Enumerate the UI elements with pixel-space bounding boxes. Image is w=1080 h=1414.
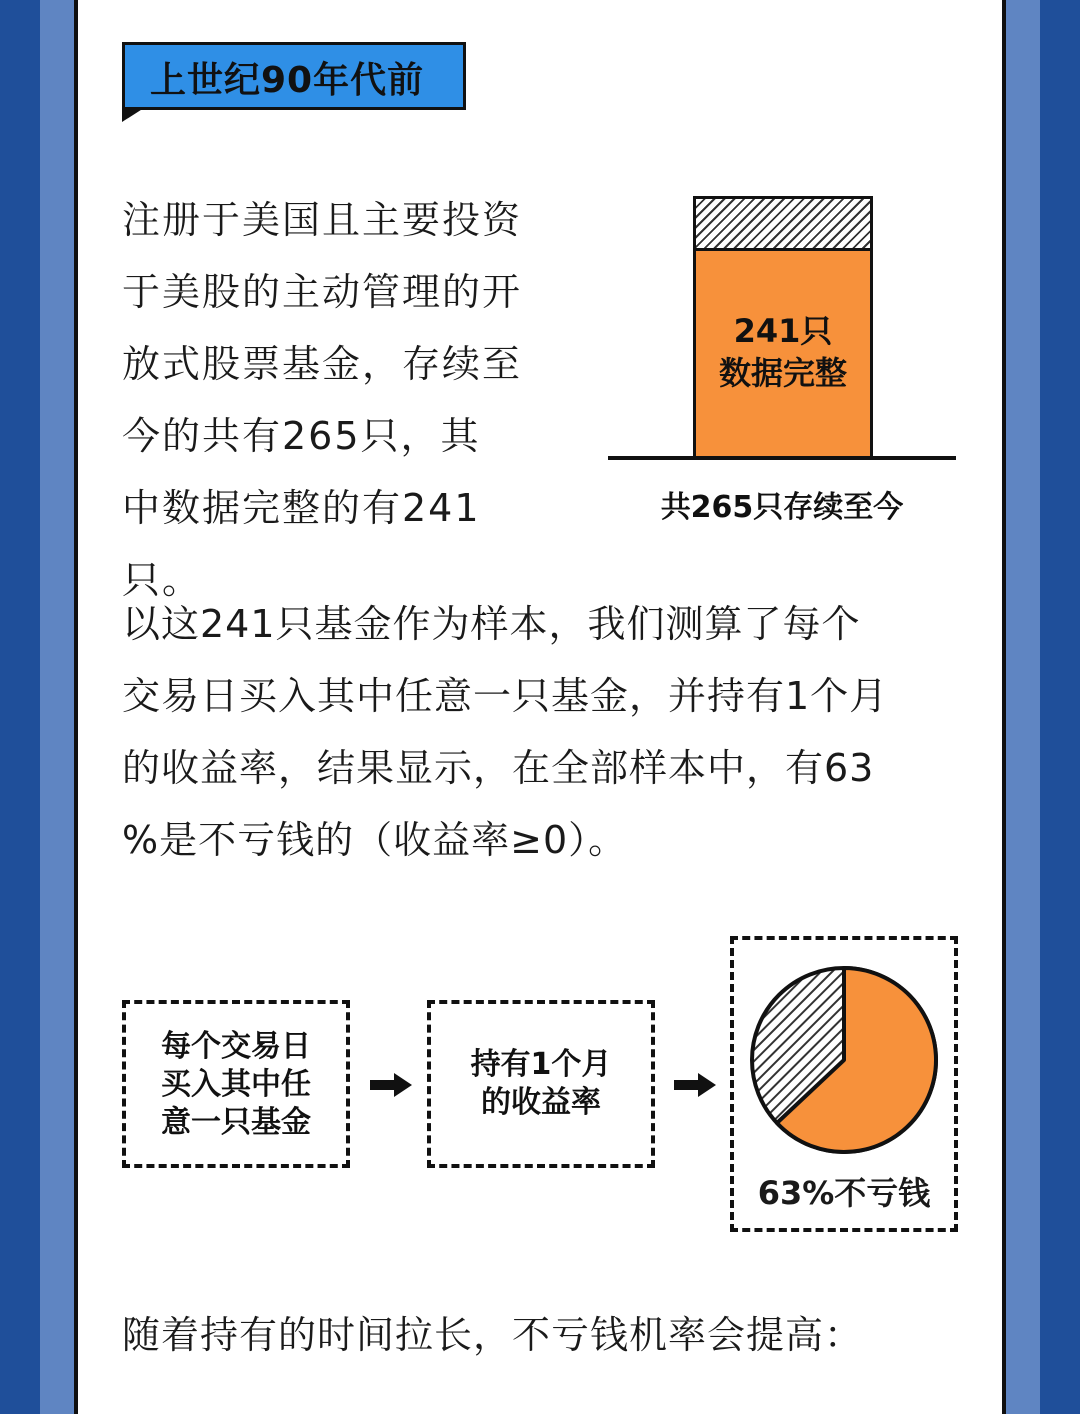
closing-text: 随着持有的时间拉长，不亏钱机率会提高： [122, 1313, 864, 1357]
body-line-4: %是不亏钱的（收益率≥0）。 [122, 818, 628, 862]
intro-text: 注册于美国且主要投资 于美股的主动管理的开 放式股票基金，存续至 今的共有265只，其 中数据完整的有241 只。 [122, 198, 523, 602]
pie-caption: 63%不亏钱 [757, 1174, 931, 1212]
bar-label-desc: 数据完整 [718, 354, 847, 392]
section-tag-text: 上世纪90年代前 [150, 60, 425, 101]
flow-step-hold-line: 的收益率 [481, 1085, 601, 1120]
flow-step-buy-line: 意一只基金 [161, 1105, 311, 1140]
right-inner-border [1006, 0, 1040, 1414]
pie-chart-icon [748, 964, 940, 1156]
flow-step-hold-line: 持有1个月 [470, 1047, 612, 1082]
bar-label-count: 241只 [733, 312, 833, 350]
flow-step-buy-line: 每个交易日 [161, 1029, 311, 1064]
section-tag-tail [122, 108, 144, 122]
left-inner-border [40, 0, 74, 1414]
flow-step-hold-text [427, 1046, 655, 1122]
body-paragraph [122, 588, 972, 876]
left-outer-border [0, 0, 40, 1414]
body-line-3: 的收益率，结果显示，在全部样本中，有63 [122, 746, 875, 790]
bar-label [693, 310, 873, 394]
flow-step-buy-line: 买入其中任 [161, 1067, 311, 1102]
body-line-1: 以这241只基金作为样本，我们测算了每个 [122, 602, 861, 646]
right-arrow-icon [674, 1073, 716, 1097]
right-edge-line [1002, 0, 1006, 1414]
bar-caption: 共265只存续至今 [660, 490, 904, 525]
section-tag [122, 42, 472, 116]
flow-step-buy-text [122, 1028, 350, 1142]
right-arrow-icon [370, 1073, 412, 1097]
bar-incomplete-segment [693, 196, 873, 250]
bar-baseline [608, 456, 956, 460]
body-line-2: 交易日买入其中任意一只基金，并持有1个月 [122, 674, 889, 718]
right-outer-border [1040, 0, 1080, 1414]
